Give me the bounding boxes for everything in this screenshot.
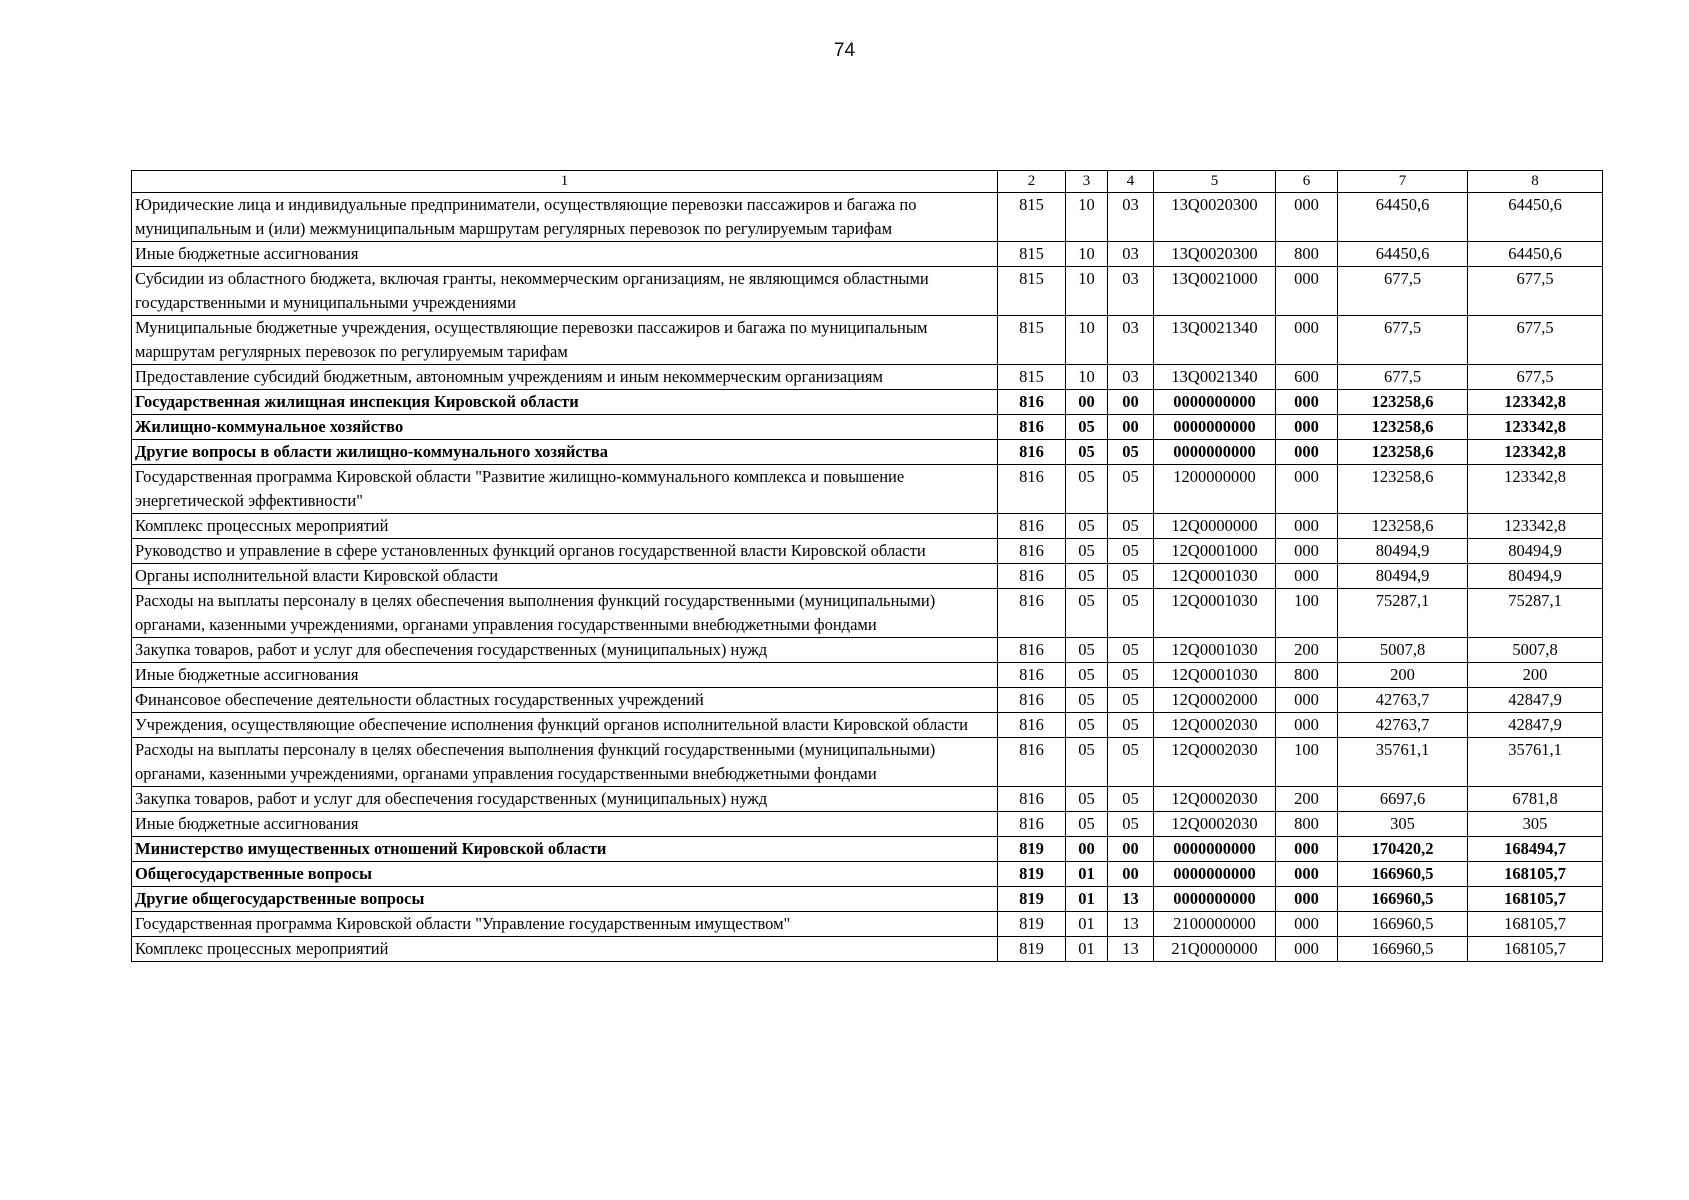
row-col2-cell: 816 xyxy=(998,663,1066,688)
row-name-cell: Муниципальные бюджетные учреждения, осуществляющие перевозки пассажиров и багажа по муниципальным маршрутам регулярных перевозок по регулируемым тарифам xyxy=(132,316,998,365)
row-col2-cell: 816 xyxy=(998,390,1066,415)
row-col4-cell: 05 xyxy=(1108,638,1154,663)
row-col5-cell: 13Q0021340 xyxy=(1154,316,1276,365)
row-col3-cell: 10 xyxy=(1066,242,1108,267)
table-row xyxy=(132,465,1603,514)
row-col3-cell: 05 xyxy=(1066,688,1108,713)
row-name-cell: Юридические лица и индивидуальные предприниматели, осуществляющие перевозки пассажиров и багажа по муниципальным и (или) межмуниципальным маршрутам регулярных перевозок по регулируемым тарифам xyxy=(132,193,998,242)
row-col8-cell: 75287,1 xyxy=(1468,589,1603,638)
row-col4-cell: 05 xyxy=(1108,465,1154,514)
row-col3-cell: 05 xyxy=(1066,738,1108,787)
row-col7-cell: 677,5 xyxy=(1338,267,1468,316)
row-col3-cell: 05 xyxy=(1066,564,1108,589)
row-col6-cell: 000 xyxy=(1276,912,1338,937)
row-col5-cell: 21Q0000000 xyxy=(1154,937,1276,962)
row-col3-cell: 05 xyxy=(1066,812,1108,837)
row-col3-cell: 05 xyxy=(1066,787,1108,812)
row-col6-cell: 000 xyxy=(1276,862,1338,887)
row-col7-cell: 123258,6 xyxy=(1338,465,1468,514)
row-col2-cell: 816 xyxy=(998,539,1066,564)
row-col8-cell: 80494,9 xyxy=(1468,564,1603,589)
row-col2-cell: 819 xyxy=(998,937,1066,962)
row-col5-cell: 13Q0020300 xyxy=(1154,242,1276,267)
table-row xyxy=(132,564,1603,589)
table-row xyxy=(132,812,1603,837)
row-name-cell: Предоставление субсидий бюджетным, автономным учреждениям и иным некоммерческим организациям xyxy=(132,365,998,390)
row-col3-cell: 05 xyxy=(1066,638,1108,663)
row-col8-cell: 677,5 xyxy=(1468,365,1603,390)
header-cell-5: 5 xyxy=(1154,171,1276,193)
row-col2-cell: 815 xyxy=(998,365,1066,390)
row-col7-cell: 80494,9 xyxy=(1338,539,1468,564)
row-col5-cell: 12Q0001030 xyxy=(1154,564,1276,589)
row-col8-cell: 123342,8 xyxy=(1468,440,1603,465)
row-col8-cell: 123342,8 xyxy=(1468,465,1603,514)
row-col3-cell: 05 xyxy=(1066,539,1108,564)
table-row xyxy=(132,912,1603,937)
row-col5-cell: 0000000000 xyxy=(1154,837,1276,862)
row-name-cell: Закупка товаров, работ и услуг для обеспечения государственных (муниципальных) нужд xyxy=(132,787,998,812)
row-col2-cell: 815 xyxy=(998,193,1066,242)
row-col3-cell: 01 xyxy=(1066,937,1108,962)
table-row xyxy=(132,937,1603,962)
row-col3-cell: 10 xyxy=(1066,316,1108,365)
table-row xyxy=(132,440,1603,465)
table-row xyxy=(132,242,1603,267)
row-col8-cell: 64450,6 xyxy=(1468,242,1603,267)
row-col7-cell: 75287,1 xyxy=(1338,589,1468,638)
table-row xyxy=(132,638,1603,663)
row-name-cell: Другие вопросы в области жилищно-коммунального хозяйства xyxy=(132,440,998,465)
row-col5-cell: 13Q0021340 xyxy=(1154,365,1276,390)
row-col6-cell: 000 xyxy=(1276,539,1338,564)
row-col7-cell: 123258,6 xyxy=(1338,440,1468,465)
row-col5-cell: 13Q0020300 xyxy=(1154,193,1276,242)
row-col7-cell: 170420,2 xyxy=(1338,837,1468,862)
row-col7-cell: 64450,6 xyxy=(1338,193,1468,242)
row-col4-cell: 05 xyxy=(1108,564,1154,589)
row-col2-cell: 816 xyxy=(998,713,1066,738)
header-cell-4: 4 xyxy=(1108,171,1154,193)
row-col2-cell: 816 xyxy=(998,415,1066,440)
row-col4-cell: 03 xyxy=(1108,316,1154,365)
row-col4-cell: 05 xyxy=(1108,713,1154,738)
table-body xyxy=(132,171,1603,962)
row-col8-cell: 80494,9 xyxy=(1468,539,1603,564)
row-col5-cell: 12Q0001030 xyxy=(1154,663,1276,688)
row-col7-cell: 677,5 xyxy=(1338,365,1468,390)
row-name-cell: Государственная жилищная инспекция Кировской области xyxy=(132,390,998,415)
row-col5-cell: 2100000000 xyxy=(1154,912,1276,937)
row-name-cell: Государственная программа Кировской области "Управление государственным имуществом" xyxy=(132,912,998,937)
row-col8-cell: 42847,9 xyxy=(1468,713,1603,738)
row-name-cell: Финансовое обеспечение деятельности областных государственных учреждений xyxy=(132,688,998,713)
row-col5-cell: 1200000000 xyxy=(1154,465,1276,514)
row-col8-cell: 677,5 xyxy=(1468,316,1603,365)
row-col8-cell: 35761,1 xyxy=(1468,738,1603,787)
row-col7-cell: 123258,6 xyxy=(1338,415,1468,440)
row-col3-cell: 00 xyxy=(1066,390,1108,415)
row-col3-cell: 00 xyxy=(1066,837,1108,862)
row-col8-cell: 64450,6 xyxy=(1468,193,1603,242)
row-col5-cell: 13Q0021000 xyxy=(1154,267,1276,316)
row-col2-cell: 816 xyxy=(998,787,1066,812)
row-name-cell: Расходы на выплаты персоналу в целях обеспечения выполнения функций государственными (муниципальными) органами, казенными учреждениями, органами управления государственными внебюджетными фондами xyxy=(132,738,998,787)
row-col6-cell: 000 xyxy=(1276,415,1338,440)
row-col8-cell: 123342,8 xyxy=(1468,415,1603,440)
row-col4-cell: 05 xyxy=(1108,589,1154,638)
row-col2-cell: 816 xyxy=(998,465,1066,514)
row-name-cell: Субсидии из областного бюджета, включая гранты, некоммерческим организациям, не являющимся областными государственными и муниципальными учреждениями xyxy=(132,267,998,316)
row-col5-cell: 0000000000 xyxy=(1154,440,1276,465)
row-col6-cell: 000 xyxy=(1276,316,1338,365)
header-cell-6: 6 xyxy=(1276,171,1338,193)
row-col7-cell: 166960,5 xyxy=(1338,912,1468,937)
row-col5-cell: 0000000000 xyxy=(1154,415,1276,440)
row-name-cell: Расходы на выплаты персоналу в целях обеспечения выполнения функций государственными (муниципальными) органами, казенными учреждениями, органами управления государственными внебюджетными фондами xyxy=(132,589,998,638)
table-row xyxy=(132,688,1603,713)
row-col4-cell: 00 xyxy=(1108,837,1154,862)
row-col2-cell: 815 xyxy=(998,267,1066,316)
row-col6-cell: 000 xyxy=(1276,390,1338,415)
row-name-cell: Министерство имущественных отношений Кировской области xyxy=(132,837,998,862)
row-col6-cell: 000 xyxy=(1276,267,1338,316)
table-row xyxy=(132,415,1603,440)
row-col8-cell: 677,5 xyxy=(1468,267,1603,316)
row-col6-cell: 200 xyxy=(1276,638,1338,663)
row-col5-cell: 12Q0002030 xyxy=(1154,713,1276,738)
row-col8-cell: 42847,9 xyxy=(1468,688,1603,713)
row-col5-cell: 12Q0002000 xyxy=(1154,688,1276,713)
budget-table xyxy=(131,170,1603,962)
row-col6-cell: 000 xyxy=(1276,837,1338,862)
row-col7-cell: 123258,6 xyxy=(1338,514,1468,539)
table-row xyxy=(132,365,1603,390)
row-name-cell: Жилищно-коммунальное хозяйство xyxy=(132,415,998,440)
row-col7-cell: 42763,7 xyxy=(1338,688,1468,713)
row-col6-cell: 000 xyxy=(1276,465,1338,514)
row-col3-cell: 05 xyxy=(1066,589,1108,638)
row-col2-cell: 816 xyxy=(998,514,1066,539)
row-name-cell: Комплекс процессных мероприятий xyxy=(132,514,998,539)
row-name-cell: Органы исполнительной власти Кировской области xyxy=(132,564,998,589)
table-row xyxy=(132,837,1603,862)
row-col2-cell: 816 xyxy=(998,564,1066,589)
table-row xyxy=(132,713,1603,738)
row-col3-cell: 05 xyxy=(1066,713,1108,738)
row-col6-cell: 000 xyxy=(1276,514,1338,539)
table-header-row xyxy=(132,171,1603,193)
row-col4-cell: 03 xyxy=(1108,242,1154,267)
row-col3-cell: 10 xyxy=(1066,365,1108,390)
row-col3-cell: 01 xyxy=(1066,912,1108,937)
row-name-cell: Учреждения, осуществляющие обеспечение исполнения функций органов исполнительной власти Кировской области xyxy=(132,713,998,738)
row-name-cell: Руководство и управление в сфере установленных функций органов государственной власти Кировской области xyxy=(132,539,998,564)
header-cell-7: 7 xyxy=(1338,171,1468,193)
table-row xyxy=(132,514,1603,539)
row-col6-cell: 000 xyxy=(1276,688,1338,713)
row-col2-cell: 816 xyxy=(998,589,1066,638)
row-col4-cell: 05 xyxy=(1108,663,1154,688)
row-name-cell: Закупка товаров, работ и услуг для обеспечения государственных (муниципальных) нужд xyxy=(132,638,998,663)
row-col8-cell: 168105,7 xyxy=(1468,912,1603,937)
row-col3-cell: 05 xyxy=(1066,514,1108,539)
row-col8-cell: 123342,8 xyxy=(1468,514,1603,539)
row-col7-cell: 42763,7 xyxy=(1338,713,1468,738)
row-col6-cell: 600 xyxy=(1276,365,1338,390)
row-col8-cell: 168494,7 xyxy=(1468,837,1603,862)
row-col6-cell: 100 xyxy=(1276,738,1338,787)
row-col7-cell: 166960,5 xyxy=(1338,937,1468,962)
row-col6-cell: 800 xyxy=(1276,242,1338,267)
row-col8-cell: 123342,8 xyxy=(1468,390,1603,415)
table-row xyxy=(132,390,1603,415)
table-row xyxy=(132,887,1603,912)
row-name-cell: Иные бюджетные ассигнования xyxy=(132,242,998,267)
row-col4-cell: 00 xyxy=(1108,415,1154,440)
row-col4-cell: 05 xyxy=(1108,787,1154,812)
row-col5-cell: 12Q0002030 xyxy=(1154,738,1276,787)
row-col4-cell: 13 xyxy=(1108,912,1154,937)
row-name-cell: Государственная программа Кировской области "Развитие жилищно-коммунального комплекса и повышение энергетической эффективности" xyxy=(132,465,998,514)
row-col2-cell: 815 xyxy=(998,316,1066,365)
row-col7-cell: 123258,6 xyxy=(1338,390,1468,415)
row-col8-cell: 200 xyxy=(1468,663,1603,688)
row-col8-cell: 168105,7 xyxy=(1468,887,1603,912)
row-col6-cell: 000 xyxy=(1276,937,1338,962)
row-col6-cell: 200 xyxy=(1276,787,1338,812)
row-col2-cell: 816 xyxy=(998,812,1066,837)
row-name-cell: Иные бюджетные ассигнования xyxy=(132,812,998,837)
row-col7-cell: 305 xyxy=(1338,812,1468,837)
row-col2-cell: 816 xyxy=(998,440,1066,465)
row-col3-cell: 05 xyxy=(1066,415,1108,440)
row-col3-cell: 10 xyxy=(1066,193,1108,242)
row-col5-cell: 0000000000 xyxy=(1154,390,1276,415)
row-col2-cell: 815 xyxy=(998,242,1066,267)
row-col4-cell: 03 xyxy=(1108,193,1154,242)
row-col8-cell: 168105,7 xyxy=(1468,937,1603,962)
page-number: 74 xyxy=(833,40,856,61)
row-col4-cell: 00 xyxy=(1108,390,1154,415)
row-col8-cell: 305 xyxy=(1468,812,1603,837)
table-row xyxy=(132,267,1603,316)
row-col5-cell: 12Q0001030 xyxy=(1154,638,1276,663)
row-col4-cell: 03 xyxy=(1108,365,1154,390)
row-col6-cell: 000 xyxy=(1276,713,1338,738)
row-name-cell: Другие общегосударственные вопросы xyxy=(132,887,998,912)
row-col8-cell: 6781,8 xyxy=(1468,787,1603,812)
row-col2-cell: 816 xyxy=(998,638,1066,663)
row-col4-cell: 00 xyxy=(1108,862,1154,887)
row-col6-cell: 000 xyxy=(1276,564,1338,589)
row-col2-cell: 819 xyxy=(998,862,1066,887)
row-col7-cell: 5007,8 xyxy=(1338,638,1468,663)
row-col7-cell: 166960,5 xyxy=(1338,862,1468,887)
table-row xyxy=(132,316,1603,365)
header-cell-3: 3 xyxy=(1066,171,1108,193)
row-col7-cell: 64450,6 xyxy=(1338,242,1468,267)
row-name-cell: Общегосударственные вопросы xyxy=(132,862,998,887)
row-name-cell: Комплекс процессных мероприятий xyxy=(132,937,998,962)
row-col5-cell: 12Q0000000 xyxy=(1154,514,1276,539)
row-col4-cell: 13 xyxy=(1108,937,1154,962)
row-col5-cell: 0000000000 xyxy=(1154,862,1276,887)
table-row xyxy=(132,787,1603,812)
row-name-cell: Иные бюджетные ассигнования xyxy=(132,663,998,688)
row-col5-cell: 12Q0002030 xyxy=(1154,787,1276,812)
row-col2-cell: 819 xyxy=(998,837,1066,862)
row-col6-cell: 800 xyxy=(1276,812,1338,837)
row-col6-cell: 100 xyxy=(1276,589,1338,638)
header-cell-1: 1 xyxy=(132,171,998,193)
header-cell-2: 2 xyxy=(998,171,1066,193)
row-col8-cell: 5007,8 xyxy=(1468,638,1603,663)
table-row xyxy=(132,862,1603,887)
row-col5-cell: 12Q0001030 xyxy=(1154,589,1276,638)
row-col4-cell: 05 xyxy=(1108,539,1154,564)
row-col3-cell: 05 xyxy=(1066,440,1108,465)
row-col4-cell: 13 xyxy=(1108,887,1154,912)
table-row xyxy=(132,193,1603,242)
row-col4-cell: 05 xyxy=(1108,738,1154,787)
header-cell-8: 8 xyxy=(1468,171,1603,193)
row-col5-cell: 12Q0001000 xyxy=(1154,539,1276,564)
row-col2-cell: 819 xyxy=(998,912,1066,937)
row-col7-cell: 166960,5 xyxy=(1338,887,1468,912)
row-col7-cell: 80494,9 xyxy=(1338,564,1468,589)
row-col4-cell: 03 xyxy=(1108,267,1154,316)
row-col3-cell: 01 xyxy=(1066,862,1108,887)
row-col3-cell: 05 xyxy=(1066,465,1108,514)
row-col3-cell: 01 xyxy=(1066,887,1108,912)
row-col6-cell: 000 xyxy=(1276,193,1338,242)
row-col2-cell: 819 xyxy=(998,887,1066,912)
row-col8-cell: 168105,7 xyxy=(1468,862,1603,887)
row-col3-cell: 05 xyxy=(1066,663,1108,688)
row-col4-cell: 05 xyxy=(1108,688,1154,713)
table-row xyxy=(132,589,1603,638)
table-row xyxy=(132,663,1603,688)
table-row xyxy=(132,738,1603,787)
row-col6-cell: 000 xyxy=(1276,440,1338,465)
row-col5-cell: 0000000000 xyxy=(1154,887,1276,912)
row-col3-cell: 10 xyxy=(1066,267,1108,316)
row-col4-cell: 05 xyxy=(1108,812,1154,837)
table-row xyxy=(132,539,1603,564)
row-col7-cell: 200 xyxy=(1338,663,1468,688)
row-col7-cell: 35761,1 xyxy=(1338,738,1468,787)
row-col2-cell: 816 xyxy=(998,738,1066,787)
row-col7-cell: 6697,6 xyxy=(1338,787,1468,812)
row-col5-cell: 12Q0002030 xyxy=(1154,812,1276,837)
row-col4-cell: 05 xyxy=(1108,514,1154,539)
row-col6-cell: 000 xyxy=(1276,887,1338,912)
row-col7-cell: 677,5 xyxy=(1338,316,1468,365)
row-col6-cell: 800 xyxy=(1276,663,1338,688)
row-col4-cell: 05 xyxy=(1108,440,1154,465)
row-col2-cell: 816 xyxy=(998,688,1066,713)
